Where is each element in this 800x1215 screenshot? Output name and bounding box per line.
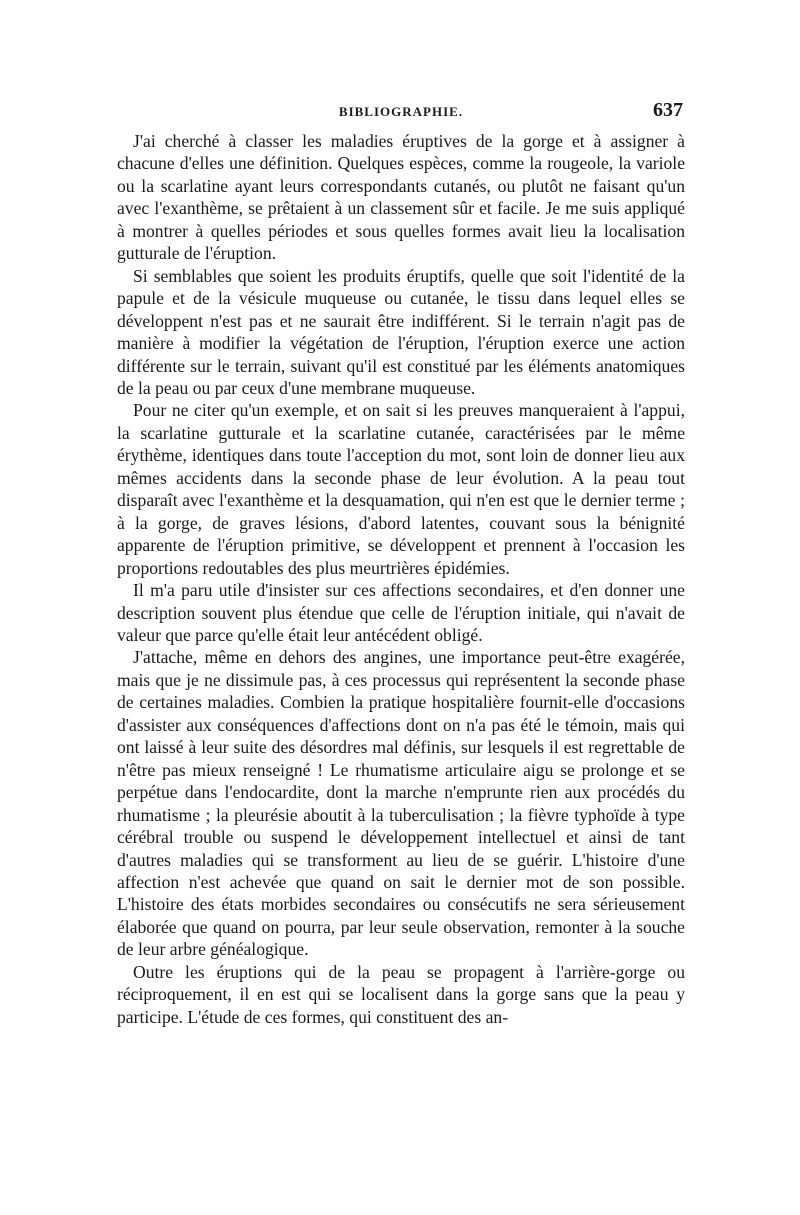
paragraph: J'ai cherché à classer les maladies éruptives de la gorge et à assigner à chacune d'elles une définition. Quelques espèces, comme la rougeole, la variole ou la scarlatine ayant leurs correspondants cutanés, ou plutôt ne faisant qu'un avec l'exanthème, se prêtaient à un classement sûr et facile. Je me suis appliqué à montrer à quelles périodes et sous quelles formes avait lieu la localisation gutturale de l'éruption. <box>117 131 685 264</box>
paragraph: Il m'a paru utile d'insister sur ces affections secondaires, et d'en donner une description souvent plus étendue que celle de l'éruption initiale, qui n'avait de valeur que parce qu'elle était leur antécédent obligé. <box>117 580 685 645</box>
paragraph: Pour ne citer qu'un exemple, et on sait si les preuves manqueraient à l'appui, la scarlatine gutturale et la scarlatine cutanée, caractérisées par le même érythème, identiques dans toute l'acception du mot, sont loin de donner lieu aux mêmes accidents dans la seconde phase de leur évolution. A la peau tout disparaît avec l'exanthème et la desquamation, qui n'en est que le dernier terme ; à la gorge, de graves lésions, d'abord latentes, couvant sous la bénignité apparente de l'éruption primitive, se développent et prennent à l'occasion les proportions redoutables des plus meurtrières épidémies. <box>117 400 685 578</box>
paragraph: J'attache, même en dehors des angines, une importance peut-être exagérée, mais que je ne dissimule pas, à ces processus qui représentent la seconde phase de certaines maladies. Combien la pratique hospitalière fournit-elle d'occasions d'assister aux conséquences d'affections dont on n'a pas été le témoin, mais qui ont laissé à leur suite des désordres mal définis, sur lesquels il est regrettable de n'être pas mieux renseigné ! Le rhumatisme articulaire aigu se prolonge et se perpétue dans l'endocardite, dont la marche n'emprunte rien aux procédés du rhumatisme ; la pleurésie aboutit à la tuberculisation ; la fièvre typhoïde à type cérébral trouble ou suspend le développement intellectuel et ainsi de tant d'autres maladies qui se transforment au lieu de se guérir. L'histoire d'une affection n'est achevée que quand on sait le dernier mot de son possible. L'histoire des états morbides secondaires ou consécutifs ne sera sérieusement élaborée que quand on pourra, par leur seule observation, remonter à la souche de leur arbre généalogique. <box>117 647 685 960</box>
page-number: 637 <box>653 99 683 121</box>
body-text <box>117 130 685 1028</box>
running-header <box>117 96 685 130</box>
book-page <box>117 96 685 1206</box>
paragraph: Si semblables que soient les produits éruptifs, quelle que soit l'identité de la papule et de la vésicule muqueuse ou cutanée, le tissu dans lequel elles se développent n'est pas et ne saurait être indifférent. Si le terrain n'agit pas de manière à modifier la végétation de l'éruption, l'éruption exerce une action différente sur le terrain, suivant qu'il est constitué par les éléments anatomiques de la peau ou par ceux d'une membrane muqueuse. <box>117 265 685 398</box>
running-title: BIBLIOGRAPHIE. <box>338 104 464 119</box>
paragraph: Outre les éruptions qui de la peau se propagent à l'arrière-gorge ou réciproquement, il en est qui se localisent dans la gorge sans que la peau y participe. L'étude de ces formes, qui constituent des an- <box>117 961 685 1027</box>
